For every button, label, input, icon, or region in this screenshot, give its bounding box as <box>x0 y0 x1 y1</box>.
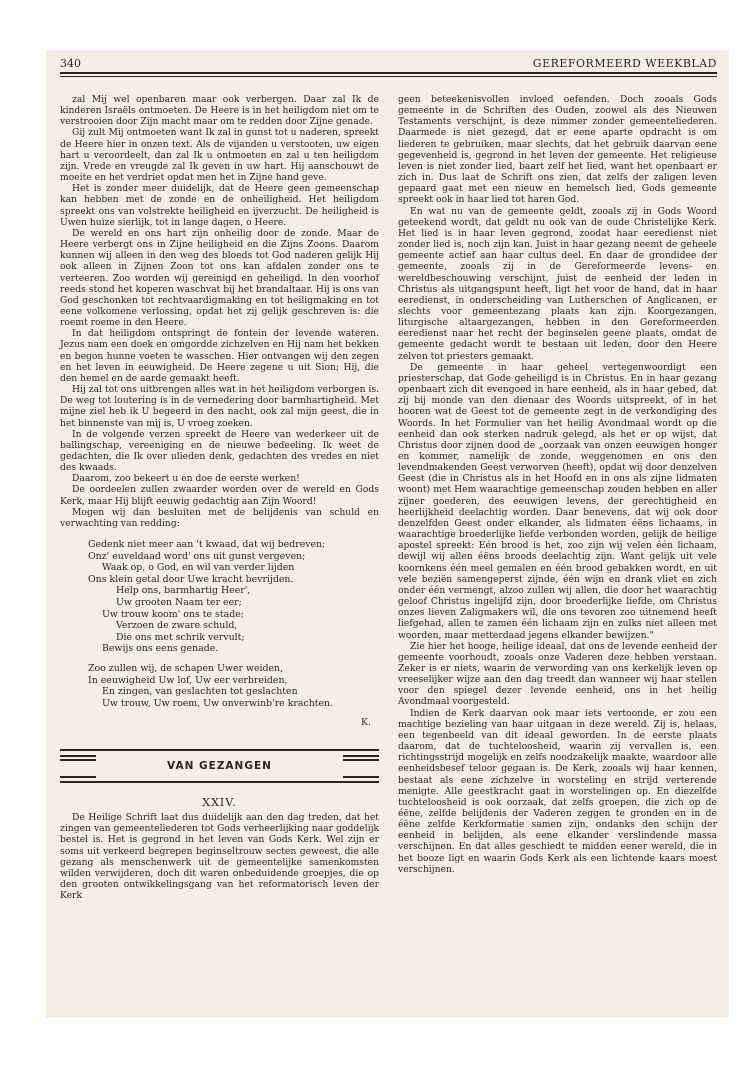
left-column <box>60 94 379 901</box>
poem-line: Onz' euveldaad word' ons uit gunst vergeven; <box>88 550 306 562</box>
paragraph: Daarom, zoo bekeert u en doe de eerste werken! <box>72 473 300 485</box>
page-header <box>60 57 717 71</box>
paragraph: geen beteekenisvollen invloed oefenden. Doch zooals Gods gemeente in de Schriften des Ouden, zoowel als des Nieuwen Testaments verschijnt, is deze nimmer zonder gemeenteliederen. Daarmede is niet gezegd, dat er eene aparte opdracht is om liederen te gebruiken, maar slechts, dat het gebruik daarvan eene gegevenheid is, gegrond in het leven der gemeente. Het religieuse leven is niet zonder lied, baart zelf het lied, want het openbaart er zich in. Dus laat de Schrift ons zien, dat zelfs der zaligen leven gepaard gaat met een nieuw en hemelsch lied, Gods gemeente spreekt ook in haar lied tot haren God. <box>398 94 717 206</box>
paragraph: zal Mij wel openbaren maar ook verbergen. Daar zal Ik de kinderen Israëls ontmoeten. De Heere is in het heiligdom niet om te verstrooien door Zijn macht maar om te redden door Zijne genade. <box>60 94 379 128</box>
paragraph: En wat nu van de gemeente geldt, zooals zij in Gods Woord geteekend wordt, dat geldt nu ook van de oude Christelijke Kerk. Het lied is in haar leven gegrond, zoodat haar eeredienst niet zonder lied is, noch zijn kan. Juist in haar gezang neemt de geheele gemeente actief aan haar cultus deel. En daar de grondidee der gemeente, zooals zij in de Gereformeerde levens- en wereldbeschouwing verschijnt, juist de eenheid der leden in Christus als uitgangspunt heeft, ligt het voor de hand, dat in haar eeredienst, in onderscheiding van Lutherschen of Anglicanen, er slechts voor gemeentezang plaats kan zijn. Koorgezangen, liturgische altaargezangen, hebben in den Gereformeerden eeredienst naar het recht der beginselen geene plaats, omdat de gemeente gedacht wordt te bestaan uit leden, door den Heere zelven tot priesters gemaakt. <box>398 205 717 362</box>
journal-page <box>46 50 729 1018</box>
poem-line: Ons klein getal door Uwe kracht bevrijden. <box>88 573 294 585</box>
poem-line: In eeuwigheid Uw lof, Uw eer verbreiden, <box>88 674 288 686</box>
paragraph: De wereld en ons hart zijn onheilig door de zonde. Maar de Heere verbergt ons in Zijne heiligheid en die Zijns Zoons. Daarom kunnen wij alleen in den weg des bloeds tot God naderen gelijk Hij ook alleen in Zijnen Zoon tot ons kan afdalen zonder ons te verteeren. Zoo worden wij gereinigd en geheiligd. In den voorhof reeds stond het koperen waschvat bij het brandaltaar. Hij is ons van God geschonken tot rechtvaardigmaking en tot heiligmaking en tot eene volkomene verlossing, opdat het zij gelijk geschreven is: die roemt roeme in den Heere. <box>60 227 379 329</box>
poem-stanza-1 <box>60 539 379 655</box>
poem-line: Waak op, o God, en wil van verder lijden <box>102 562 295 574</box>
poem-stanza-2 <box>60 663 379 709</box>
left-paragraphs <box>60 94 379 529</box>
poem-line: Uw trouw, Uw roem, Uw onverwinb're krachten. <box>102 697 334 709</box>
paragraph: Zie hier het hooge, heilige ideaal, dat ons de levende eenheid der gemeente voorhoudt, zooals onze Vaderen deze hebben verstaan. Zeker is er niets, waarin de verwording van ons kerkelijk leven op vreeselijker wijze aan den dag treedt dan wanneer wij haar stellen voor den spiegel dezer levende eenheid, ons in het heilig Avondmaal voorgesteld. <box>398 640 717 708</box>
section-title: VAN GEZANGEN <box>167 760 272 772</box>
header-rule-bottom <box>60 76 717 77</box>
poem <box>60 539 379 729</box>
paragraph: Het is zonder meer duidelijk, dat de Heere geen gemeenschap kan hebben met de zonde en de onheiligheid. Het heiligdom spreekt ons van volstrekte heiligheid en ijverzucht. De heiligheid is Uwen huize sierlijk, tot in lange dagen, o Heere. <box>60 183 379 228</box>
poem-line: Gedenk niet meer aan 't kwaad, dat wij bedreven; <box>88 539 326 551</box>
poem-line: Uw trouw koom' ons te stade; <box>102 608 244 620</box>
paragraph: In dat heiligdom ontspringt de fontein der levende wateren. Jezus nam een doek en omgordde zichzelven en Hij nam het bekken en begon hunne voeten te wasschen. Hier ontvangen wij den zegen en het leven in eeuwigheid. De Heere zegene u uit Sion; Hij, die den hemel en de aarde gemaakt heeft. <box>60 328 379 384</box>
poem-line: Verzoen de zware schuld, <box>116 620 238 632</box>
poem-line: Die ons met schrik vervult; <box>116 631 245 643</box>
paragraph: De gemeente in haar geheel vertegenwoordigt een priesterschap, dat Gode geheiligd is in Christus. En in haar gezang openbaart zich dit evengoed in hare eenheid, als in haar gebed, dat zij bij monde van den dienaar des Woords uitspreekt, of in het hooren wat de Geest tot de gemeente zegt in de verkondiging des Woords. In het Formulier van het heilig Avondmaal wordt op die eenheid dan ook sterken nadruk gelegd, als het er op wijst, dat Christus door zijnen dood de „oorzaak van onzen eeuwigen honger en kommer, namelijk de zonde, weggenomen en ons den levendmakenden Geest verworven (heeft), opdat wij door denzelven Geest (die in Christus als in het Hoofd en in ons als zijne lidmaten woont) met Hem waarachtige gemeenschap zouden hebben en aller zijner goederen, des eeuwigen levens, der gerechtigheid en heerlijkheid deelachtig worden. Daar benevens, dat wij ook door denzelfden Geest onder elkander, als lidmaten éëns lichaams, in waarachtige broederlijke liefde verbonden worden, gelijk de heilige apostel spreekt: Eén brood is het, zoo zijn wij velen één lichaam, dewijl wij allen éëns broods deelachtig zijn. Want gelijk uit vele koornkens één meel gemalen en één brood gebakken wordt, en uit vele beziën samengeperst zijnde, één wijn en drank vliet en zich onder één vermengt, alzoo zullen wij allen, die door het waarachtig geloof Christus ingelijfd zijn, door broederlijke liefde, om Christus onzes lieven Zaligmakers wil, die ons tevoren zoo uitnemend heeft liefgehad, allen te zamen één lichaam zijn en zulks niet alleen met woorden, maar metterdaad jegens elkander bewijzen." <box>398 361 717 641</box>
poem-line: Bewijs ons eens genade. <box>102 643 219 655</box>
page-number: 340 <box>60 57 81 70</box>
section-rule <box>343 755 379 757</box>
header-rule-top <box>60 72 717 74</box>
paragraph: Gij zult Mij ontmoeten want Ik zal in gunst tot u naderen, spreekt de Heere hier in onzen text. Als de vijanden u verstooten, uw eigen hart u veroordeelt, dan zal Ik u ontmoeten en zal u ten heiligdom zijn. Vrede en vreugde zal Ik geven in uw hart. Hij aanschouwt de moeite en het verdriet opdat men het in Zijne hand geve. <box>60 127 379 184</box>
right-column <box>398 94 717 875</box>
paragraph: De oordeelen zullen zwaarder worden over de wereld en Gods Kerk, maar Hij blijft eeuwig gedachtig aan Zijn Woord! <box>60 484 379 507</box>
poem-line: Uw grooten Naam ter eer; <box>116 597 242 609</box>
section-rule <box>60 749 379 751</box>
section-header <box>60 749 379 785</box>
paragraph: Indien de Kerk daarvan ook maar iets vertoonde, er zou een machtige bezieling van haar uitgaan in deze wereld. Zij is, helaas, een tegenbeeld van dit ideaal geworden. In de eerste plaats daarom, dat de tuchteloosheid, waarin zij vervallen is, een richtingsstrijd mogelijk en zelfs noodzakelijk maakte, waardoor alle eenheidsbesef teloor gegaan is. De Kerk, zooals wij haar kennen, bestaat als eene zichzelve in worsteling en strijd verterende menigte. Alle geestkracht gaat in worstelingen op. En diezelfde tuchteloosheid is ook oorzaak, dat zelfs groepen, die zich op de éëne, zelfde belijdenis der Vaderen zeggen te gronden en in de éëne zelfde Kerkformatie samen zijn, ondanks den schijn der eenheid in belijden, als eene elkander verslindende massa verschijnen. En dat alles geschiedt te midden eener wereld, die in het booze ligt en waarin Gods Kerk als een lichtende kaars moest verschijnen. <box>398 707 717 875</box>
signature: K. <box>361 717 371 729</box>
running-title: GEREFORMEERD WEEKBLAD <box>532 57 717 70</box>
section-rule <box>343 776 379 778</box>
poem-line: Help ons, barmhartig Heer', <box>116 585 251 597</box>
paragraph: Hij zal tot ons uitbrengen alles wat in het heiligdom verborgen is. De weg tot loutering is in de vernedering door barmhartigheid. Met mijne ziel heb ik U begeerd in den nacht, ook zal mijn geest, die in het binnenste van mij is, U vroeg zoeken. <box>60 384 379 429</box>
poem-line: Zoo zullen wij, de schapen Uwer weiden, <box>88 663 284 675</box>
section-rule <box>60 755 96 757</box>
section-rule <box>60 781 379 783</box>
poem-line: En zingen, van geslachten tot geslachten <box>102 686 298 698</box>
section-paragraph: De Heilige Schrift laat dus duidelijk aan den dag treden, dat het zingen van gemeenteliederen tot Gods verheerlijking naar goddelijk bestel is. Het is gegrond in het leven van Gods Kerk. Wel zijn er soms uit verkeerd begrepen beginseltrouw secten geweest, die alle gezang als menschenwerk uit de gemeentelijke samenkomsten wilden verwijderen, doch dit waren onbeduidende groepjes, die op den grooten ontwikkelingsgang van het reformatorisch leven der Kerk <box>60 812 379 902</box>
section-number: XXIV. <box>202 796 237 809</box>
paragraph: Mogen wij dan besluiten met de belijdenis van schuld en verwachting van redding: <box>60 506 379 529</box>
paragraph: In de volgende verzen spreekt de Heere van wederkeer uit de ballingschap, vereeniging en de nieuwe bedeeling. Ik weet de gedachten, die Ik over ulieden denk, gedachten des vredes en niet des kwaads. <box>60 428 379 474</box>
section-rule <box>60 776 96 778</box>
